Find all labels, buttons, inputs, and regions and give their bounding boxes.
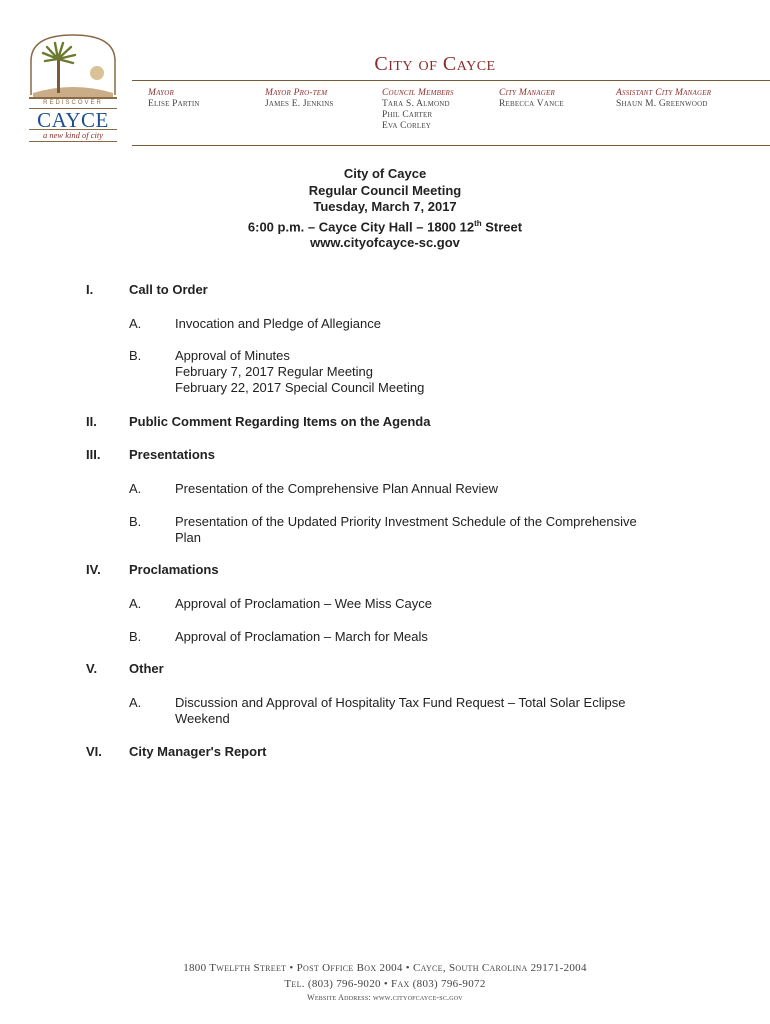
agenda-item	[175, 348, 695, 396]
city-logo	[27, 33, 119, 145]
official-name: Phil Carter	[382, 110, 433, 120]
agenda-item	[175, 695, 695, 727]
heading-date: Tuesday, March 7, 2017	[313, 199, 457, 214]
logo-tagline-bottom: a new kind of city	[43, 130, 103, 140]
item-line: Approval of Minutes	[175, 348, 290, 363]
official-name: James E. Jenkins	[265, 99, 334, 109]
section-title: Other	[129, 661, 164, 676]
section-title: City Manager's Report	[129, 744, 267, 759]
footer-website: Website Address: www.cityofcayce-sc.gov	[307, 993, 463, 1002]
agenda-item	[175, 596, 695, 612]
section-title: Proclamations	[129, 562, 219, 577]
heading-location-text: 6:00 p.m. – Cayce City Hall – 1800 12	[247, 218, 475, 234]
logo-tagline-top: REDISCOVER	[43, 100, 103, 106]
letterhead-bottom-rule	[132, 145, 770, 146]
letterhead-top-rule	[132, 80, 770, 81]
item-line: Approval of Proclamation – Wee Miss Cayce	[175, 596, 432, 611]
section-number: IV.	[86, 562, 101, 577]
item-line: February 7, 2017 Regular Meeting	[175, 364, 374, 379]
item-line: Plan	[175, 530, 202, 545]
official-mayor-pro-tem	[265, 88, 334, 110]
section-title: Public Comment Regarding Items on the Agenda	[129, 414, 431, 429]
logo-wordmark: CAYCE	[37, 108, 109, 132]
agenda-item	[175, 629, 695, 645]
section-title: Call to Order	[129, 282, 208, 297]
item-letter: B.	[129, 514, 142, 529]
official-name: Elise Partin	[148, 99, 200, 109]
item-letter: A.	[129, 316, 142, 331]
heading-city: City of Cayce	[343, 166, 427, 181]
official-council-members	[382, 88, 454, 132]
official-name: Eva Corley	[382, 121, 432, 131]
item-line: Presentation of the Updated Priority Investment Schedule of the Comprehensive	[175, 514, 637, 529]
meeting-heading	[0, 166, 770, 252]
official-name: Tara S. Almond	[382, 99, 450, 109]
agenda-item	[175, 514, 695, 546]
item-line: February 22, 2017 Special Council Meeting	[175, 380, 425, 395]
official-role: City Manager	[499, 88, 555, 98]
item-letter: B.	[129, 348, 142, 363]
letterhead-title: City of Cayce	[374, 53, 496, 75]
official-role: Council Members	[382, 88, 454, 98]
section-number: III.	[86, 447, 101, 462]
item-letter: A.	[129, 481, 142, 496]
official-name: Shaun M. Greenwood	[616, 99, 708, 109]
official-assistant-city-manager	[616, 88, 711, 110]
section-number: II.	[86, 414, 97, 429]
official-mayor	[148, 88, 200, 110]
footer-phone: Tel. (803) 796-9020 • Fax (803) 796-9072	[284, 978, 486, 990]
item-line: Weekend	[175, 711, 230, 726]
section-number: V.	[86, 661, 98, 676]
official-name: Rebecca Vance	[499, 99, 564, 109]
item-line: Presentation of the Comprehensive Plan Annual Review	[175, 481, 499, 496]
item-line: Discussion and Approval of Hospitality Tax Fund Request – Total Solar Eclipse	[175, 695, 626, 710]
official-city-manager	[499, 88, 564, 110]
item-letter: B.	[129, 629, 142, 644]
heading-time-location	[0, 216, 770, 236]
agenda-item	[175, 481, 695, 497]
heading-location-suffix: Street	[481, 218, 523, 234]
section-number: I.	[86, 282, 94, 297]
section-number: VI.	[86, 744, 102, 759]
official-role: Mayor Pro-tem	[265, 88, 328, 98]
official-role: Assistant City Manager	[616, 88, 712, 98]
official-role: Mayor	[148, 88, 175, 98]
item-line: Approval of Proclamation – March for Meals	[175, 629, 428, 644]
heading-ordinal: th	[474, 218, 482, 228]
section-title: Presentations	[129, 447, 215, 462]
heading-website: www.cityofcayce-sc.gov	[310, 235, 460, 251]
item-letter: A.	[129, 596, 142, 611]
heading-meeting-type: Regular Council Meeting	[308, 182, 462, 198]
agenda-item	[175, 316, 695, 332]
footer-address: 1800 Twelfth Street • Post Office Box 2004 • Cayce, South Carolina 29171-2004	[183, 962, 587, 974]
item-line: Invocation and Pledge of Allegiance	[175, 316, 381, 331]
item-letter: A.	[129, 695, 142, 710]
